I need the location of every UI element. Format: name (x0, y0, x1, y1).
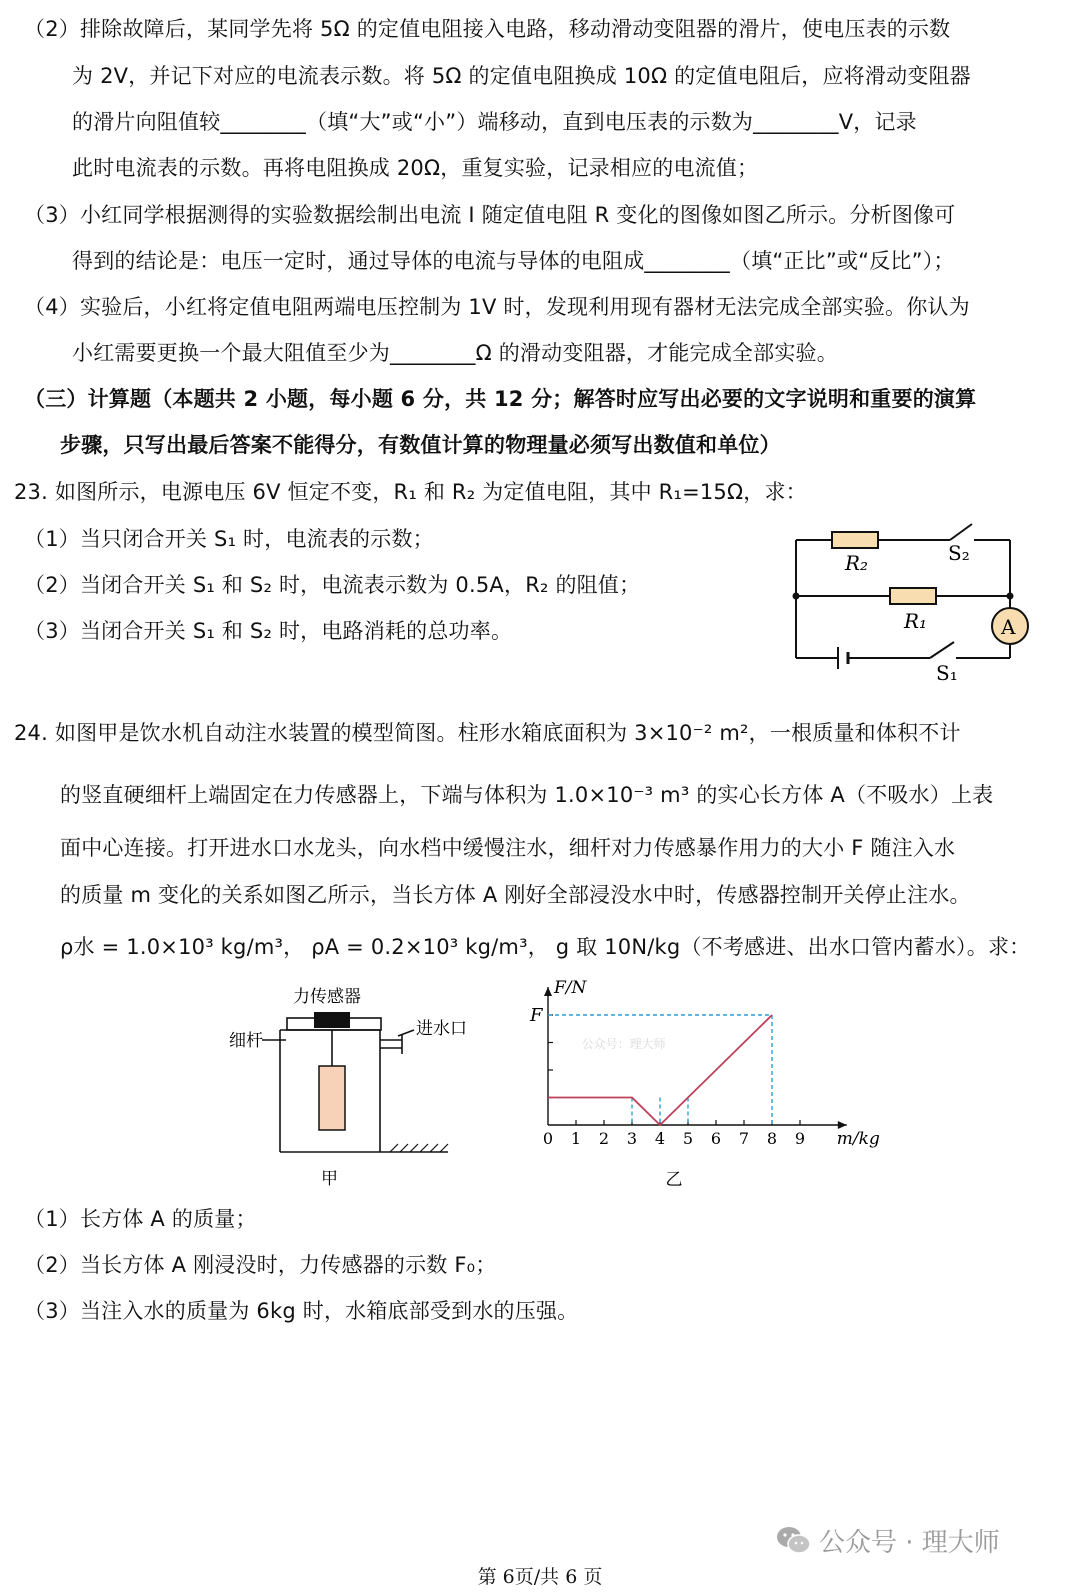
q24-sub2: （2）当长方体 A 刚浸没时，力传感器的示数 F₀； (24, 1253, 497, 1277)
wechat-watermark (775, 1520, 1000, 1560)
x-tick-label: 8 (766, 1129, 778, 1148)
x-tick-label: 0 (542, 1129, 554, 1148)
q24-chart-yi (520, 978, 880, 1193)
q23-circuit-diagram (790, 520, 1050, 685)
section3-heading-line2: 步骤，只写出最后答案不能得分，有数值计算的物理量必须写出数值和单位） (60, 433, 781, 457)
sensor-label: 力传感器 (293, 987, 361, 1007)
r1-resistor (890, 588, 936, 604)
x-axis-arrow (838, 1121, 847, 1129)
q24-stem-line4: 的质量 m 变化的关系如图乙所示，当长方体 A 刚好全部浸没水中时，传感器控制开关停止注水。 (60, 883, 971, 907)
q22-part2-line4: 此时电流表的示数。再将电阻换成 20Ω，重复实验，记录相应的电流值； (72, 156, 759, 180)
x-tick-label: 1 (570, 1129, 582, 1148)
block-a (319, 1066, 345, 1130)
caption-jia: 甲 (321, 1169, 338, 1189)
x-tick-label: 3 (626, 1129, 638, 1148)
s1-label: S₁ (936, 661, 958, 685)
y-axis-label: F/N (554, 978, 587, 998)
q22-part4-line2: 小红需要更换一个最大阻值至少为________Ω 的滑动变阻器，才能完成全部实验。 (72, 341, 838, 365)
q24-sub1: （1）长方体 A 的质量； (24, 1207, 257, 1231)
ammeter-label: A (1001, 615, 1016, 639)
x-tick-label: 5 (682, 1129, 694, 1148)
q23-sub2: （2）当闭合开关 S₁ 和 S₂ 时，电流表示数为 0.5A，R₂ 的阻值； (24, 573, 641, 597)
x-tick-label: 4 (654, 1129, 666, 1148)
r1-label: R₁ (904, 609, 928, 633)
y-axis-arrow (544, 987, 552, 996)
watermark-text: 公众号 · 理大师 (819, 1527, 1000, 1558)
rod-label: 细杆 (229, 1031, 263, 1051)
q22-part3-line2: 得到的结论是：电压一定时，通过导体的电流与导体的电阻成________（填“正比”或“反比”）； (72, 249, 955, 273)
caption-yi: 乙 (665, 1170, 683, 1190)
chart-watermark: 公众号：理大师 (581, 1037, 666, 1051)
q24-figure-jia (225, 982, 470, 1192)
q22-part2-line3: 的滑片向阻值较________（填“大”或“小”）端移动，直到电压表的示数为________V，记录 (72, 110, 917, 134)
inlet-label: 进水口 (416, 1019, 467, 1039)
q22-part4-line1: （4）实验后，小红将定值电阻两端电压控制为 1V 时，发现利用现有器材无法完成全部实验。你认为 (24, 295, 970, 319)
s2-switch (950, 524, 972, 540)
x-tick-label: 7 (738, 1129, 750, 1148)
x-axis-label: m/kg (836, 1129, 880, 1149)
section3-heading-line1: （三）计算题（本题共 2 小题，每小题 6 分，共 12 分；解答时应写出必要的文字说明和重要的演算 (24, 387, 977, 411)
r2-label: R₂ (845, 551, 869, 575)
q24-stem-line2: 的竖直硬细杆上端固定在力传感器上，下端与体积为 1.0×10⁻³ m³ 的实心长方体 A（不吸水）上表 (60, 783, 994, 807)
q24-stem-line3: 面中心连接。打开进水口水龙头，向水档中缓慢注水，细杆对力传感暴作用力的大小 F 随注入水 (60, 836, 956, 860)
q24-sub3: （3）当注入水的质量为 6kg 时，水箱底部受到水的压强。 (24, 1299, 579, 1323)
q22-part2-line1: （2）排除故障后，某同学先将 5Ω 的定值电阻接入电路，移动滑动变阻器的滑片，使电压表的示数 (24, 17, 951, 41)
r2-resistor (832, 532, 878, 548)
q22-part3-line1: （3）小红同学根据测得的实验数据绘制出电流 I 随定值电阻 R 变化的图像如图乙所示。分析图像可 (24, 203, 956, 227)
f-marker-label: F (530, 1005, 543, 1026)
page-footer: 第 6页/共 6 页 (477, 1566, 603, 1588)
x-tick-label: 2 (598, 1129, 610, 1148)
q22-part2-line2: 为 2V，并记下对应的电流表示数。将 5Ω 的定值电阻换成 10Ω 的定值电阻后，应将滑动变阻器 (72, 64, 971, 88)
x-tick-label: 9 (794, 1129, 806, 1148)
q23-sub1: （1）当只闭合开关 S₁ 时，电流表的示数； (24, 527, 434, 551)
q23-sub3: （3）当闭合开关 S₁ 和 S₂ 时，电路消耗的总功率。 (24, 619, 513, 643)
q23-stem: 23. 如图所示，电源电压 6V 恒定不变，R₁ 和 R₂ 为定值电阻，其中 R₁=15Ω，求： (14, 480, 807, 504)
x-tick-label: 6 (710, 1129, 722, 1148)
s1-switch (930, 642, 954, 658)
q24-constants: ρ水 = 1.0×10³ kg/m³， ρA = 0.2×10³ kg/m³， g 取 10N/kg（不考感进、出水口管内蓄水）。求： (60, 935, 1031, 959)
wechat-icon (775, 1525, 811, 1555)
force-sensor (314, 1012, 350, 1028)
q24-stem-line1: 24. 如图甲是饮水机自动注水装置的模型简图。柱形水箱底面积为 3×10⁻² m²，一根质量和体积不计 (14, 721, 961, 745)
s2-label: S₂ (948, 541, 970, 565)
